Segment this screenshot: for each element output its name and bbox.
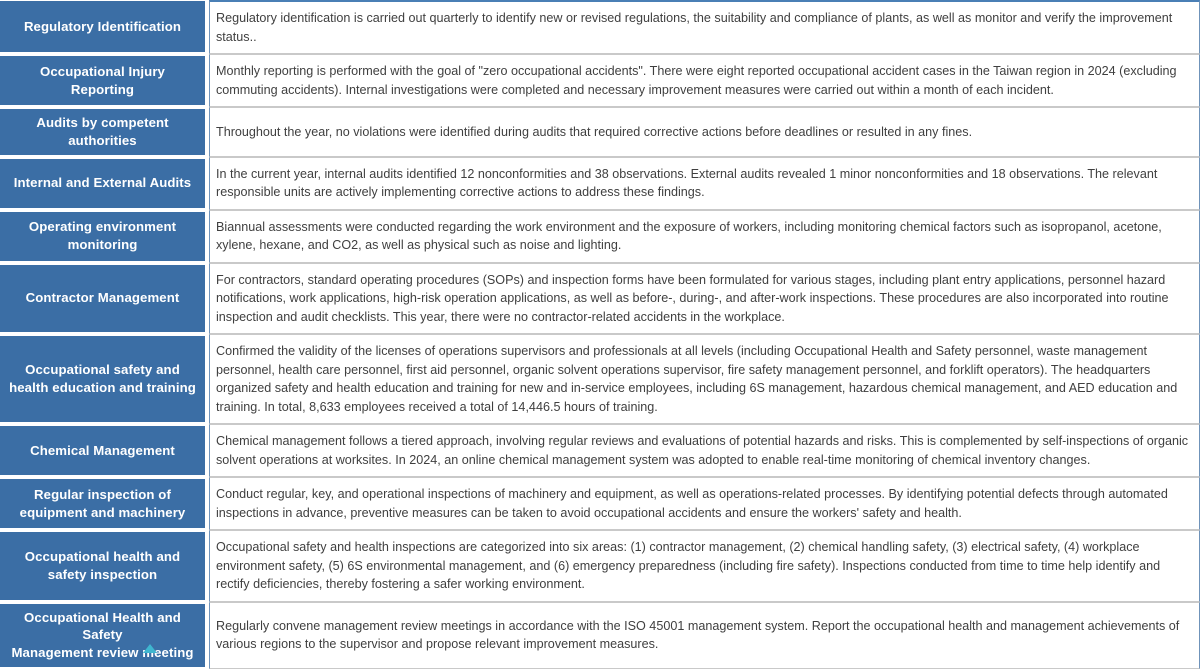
row-description-chemical-management [209,424,1200,477]
table-row [0,424,1200,477]
table-row [0,210,1200,263]
row-description-regular-inspection-equipment-machinery [209,477,1200,530]
row-label-regulatory-identification: Regulatory Identification [0,0,209,54]
row-description-occupational-safety-health-education-training [209,334,1200,424]
row-description-occupational-injury-reporting [209,54,1200,107]
row-label-internal-and-external-audits: Internal and External Audits [0,157,209,210]
description-text: Monthly reporting is performed with the goal of "zero occupational accidents". There were eight reported occupational accident cases in the Taiwan region in 2024 (excluding commuting accidents). Internal investigations were completed and necessary improvement measures were carried out within a month of each incident. [216,64,1177,97]
description-text: For contractors, standard operating procedures (SOPs) and inspection forms have been formulated for various stages, including plant entry applications, personnel hazard notifications, work applications, high-risk operation applications, as well as before-, during-, and after-work inspections. These procedures are also incorporated into routine inspection and audit checklists. This year, there were no contractor-related accidents in the workplace. [216,272,1169,324]
table-row [0,263,1200,335]
table-row [0,602,1200,669]
table-row [0,530,1200,602]
row-description-contractor-management [209,263,1200,335]
row-description-osh-management-review-meeting [209,602,1200,669]
row-label-operating-environment-monitoring: Operating environment monitoring [0,210,209,263]
row-label-osh-management-review-meeting: Occupational Health and Safety Management review meeting [0,602,209,669]
description-text: Throughout the year, no violations were identified during audits that required corrective actions before deadlines or resulted in any fines. [216,124,973,139]
row-description-internal-and-external-audits [209,157,1200,210]
description-text: Occupational safety and health inspections are categorized into six areas: (1) contractor management, (2) chemical handling safety, (3) electrical safety, (4) workplace environment safety, (5) 6S environmental management, and (6) emergency preparedness (including fire safety). Inspections conducted from time to time help identify and rectify deficiencies, thereby fostering a safer working environment. [216,540,1161,592]
row-label-chemical-management: Chemical Management [0,424,209,477]
row-label-occupational-safety-health-education-training: Occupational safety and health education and training [0,334,209,424]
row-label-regular-inspection-equipment-machinery: Regular inspection of equipment and machinery [0,477,209,530]
row-label-occupational-injury-reporting: Occupational Injury Reporting [0,54,209,107]
table-row [0,157,1200,210]
description-text: Conduct regular, key, and operational inspections of machinery and equipment, as well as operations-related processes. By identifying potential defects through automated inspections in advance, preventive measures can be taken to avoid occupational accidents and ensure the workers' safety and health. [216,487,1168,520]
row-label-contractor-management: Contractor Management [0,263,209,335]
description-text: Confirmed the validity of the licenses of operations supervisors and professionals at all levels (including Occupational Health and Safety personnel, waste management personnel, health care personnel, first aid personnel, organic solvent operations supervisor, fire safety management personnel, and forklift operators). The headquarters organized safety and health education and training for new and in-service employees, including 6S management, hazardous chemical management, and AED education and training. In total, 8,633 employees received a total of 14,446.5 hours of training. [216,344,1178,414]
row-description-regulatory-identification [209,0,1200,54]
description-text: Biannual assessments were conducted regarding the work environment and the exposure of workers, including monitoring chemical factors such as isopropanol, acetone, xylene, hexane, and CO2, as well as physical such as noise and lighting. [216,219,1162,253]
row-description-operating-environment-monitoring [209,210,1200,263]
description-text: Regularly convene management review meetings in accordance with the ISO 45001 management system. Report the occupational health and management achievements of various regions to the supervisor and propose relevant improvement measures. [216,618,1180,652]
table-row [0,0,1200,54]
description-text: Chemical management follows a tiered approach, involving regular reviews and evaluations of potential hazards and risks. This is complemented by self-inspections of organic solvent operations at worksites. In 2024, an online chemical management system was adopted to enable real-time monitoring of chemical inventory changes. [216,434,1189,467]
table-row [0,54,1200,107]
row-description-audits-by-competent-authorities [209,107,1200,157]
table-row [0,107,1200,157]
row-label-occupational-health-safety-inspection: Occupational health and safety inspection [0,530,209,602]
table-row [0,477,1200,530]
description-text: In the current year, internal audits identified 12 nonconformities and 38 observations. External audits revealed 1 minor nonconformities and 18 observations. The relevant responsible units are actively implementing corrective actions to address these findings. [216,166,1158,200]
description-text: Regulatory identification is carried out quarterly to identify new or revised regulations, the suitability and compliance of plants, as well as monitor and verify the improvement status.. [216,11,1173,44]
row-description-occupational-health-safety-inspection [209,530,1200,602]
table-row [0,334,1200,424]
row-label-audits-by-competent-authorities: Audits by competent authorities [0,107,209,157]
